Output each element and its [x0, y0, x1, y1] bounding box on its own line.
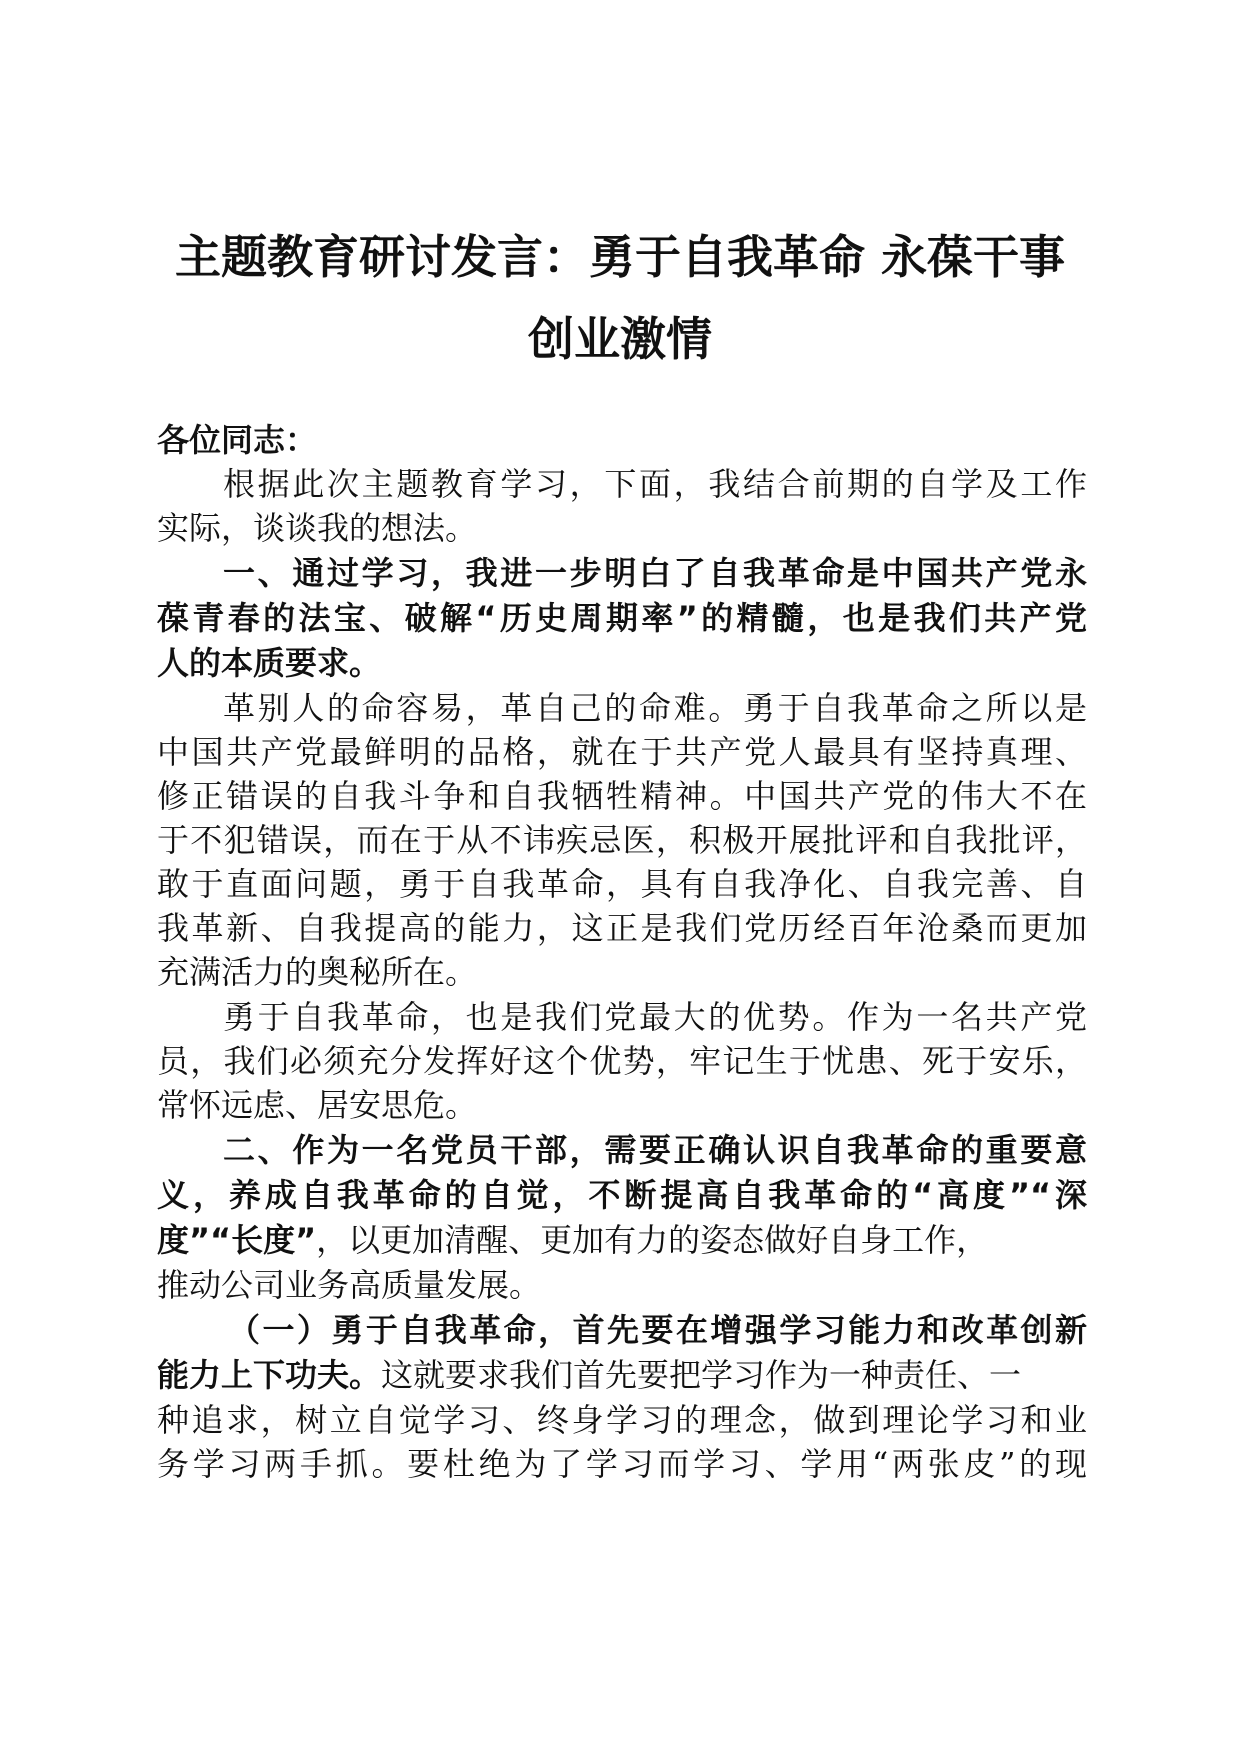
body-line: 我革新、自我提高的能力，这正是我们党历经百年沧桑而更加	[157, 909, 1087, 947]
body-line: 敢于直面问题，勇于自我革命，具有自我净化、自我完善、自	[157, 865, 1087, 903]
section-heading-2-bold-part: 度”“长度”	[157, 1221, 317, 1259]
section-heading-1: 人的本质要求。	[157, 644, 382, 682]
body-line: 于不犯错误，而在于从不讳疾忌医，积极开展批评和自我批评，	[157, 821, 1087, 859]
body-line: 种追求，树立自觉学习、终身学习的理念，做到理论学习和业	[157, 1401, 1087, 1439]
section-heading-2-normal-part: ，以更加清醒、更加有力的姿态做好自身工作，	[316, 1221, 989, 1259]
subsection-heading-1-normal-part: 这就要求我们首先要把学习作为一种责任、一	[381, 1356, 1022, 1394]
body-line: 中国共产党最鲜明的品格，就在于共产党人最具有坚持真理、	[157, 733, 1087, 771]
body-line: 修正错误的自我斗争和自我牺牲精神。中国共产党的伟大不在	[157, 777, 1087, 815]
section-heading-1: 一、通过学习，我进一步明白了自我革命是中国共产党永	[223, 554, 1087, 592]
section-heading-2-mixed	[157, 1218, 1087, 1262]
subsection-heading-1-mixed	[157, 1353, 1087, 1397]
body-line: 勇于自我革命，也是我们党最大的优势。作为一名共产党	[223, 998, 1087, 1036]
document-title-line-2: 创业激情	[528, 312, 712, 366]
body-line: 务学习两手抓。要杜绝为了学习而学习、学用“两张皮”的现	[157, 1445, 1087, 1483]
subsection-heading-1-bold-part: 能力上下功夫。	[157, 1356, 382, 1394]
body-line: 革别人的命容易，革自己的命难。勇于自我革命之所以是	[223, 689, 1087, 727]
section-heading-2: 义，养成自我革命的自觉，不断提高自我革命的“高度”“深	[157, 1176, 1087, 1214]
section-heading-2: 二、作为一名党员干部，需要正确认识自我革命的重要意	[223, 1131, 1087, 1169]
body-line: 常怀远虑、居安思危。	[157, 1086, 478, 1124]
subsection-heading-1: （一）勇于自我革命，首先要在增强学习能力和改革创新	[228, 1311, 1087, 1349]
body-line: 员，我们必须充分发挥好这个优势，牢记生于忧患、死于安乐，	[157, 1042, 1087, 1080]
body-line: 根据此次主题教育学习，下面，我结合前期的自学及工作	[223, 465, 1087, 503]
section-heading-1: 葆青春的法宝、破解“历史周期率”的精髓，也是我们共产党	[157, 599, 1087, 637]
document-title-line-1: 主题教育研讨发言：勇于自我革命 永葆干事	[174, 230, 1065, 284]
salutation: 各位同志：	[157, 421, 318, 459]
body-line: 充满活力的奥秘所在。	[157, 953, 478, 991]
body-line: 实际，谈谈我的想法。	[157, 509, 478, 547]
body-line: 推动公司业务高质量发展。	[157, 1266, 542, 1304]
